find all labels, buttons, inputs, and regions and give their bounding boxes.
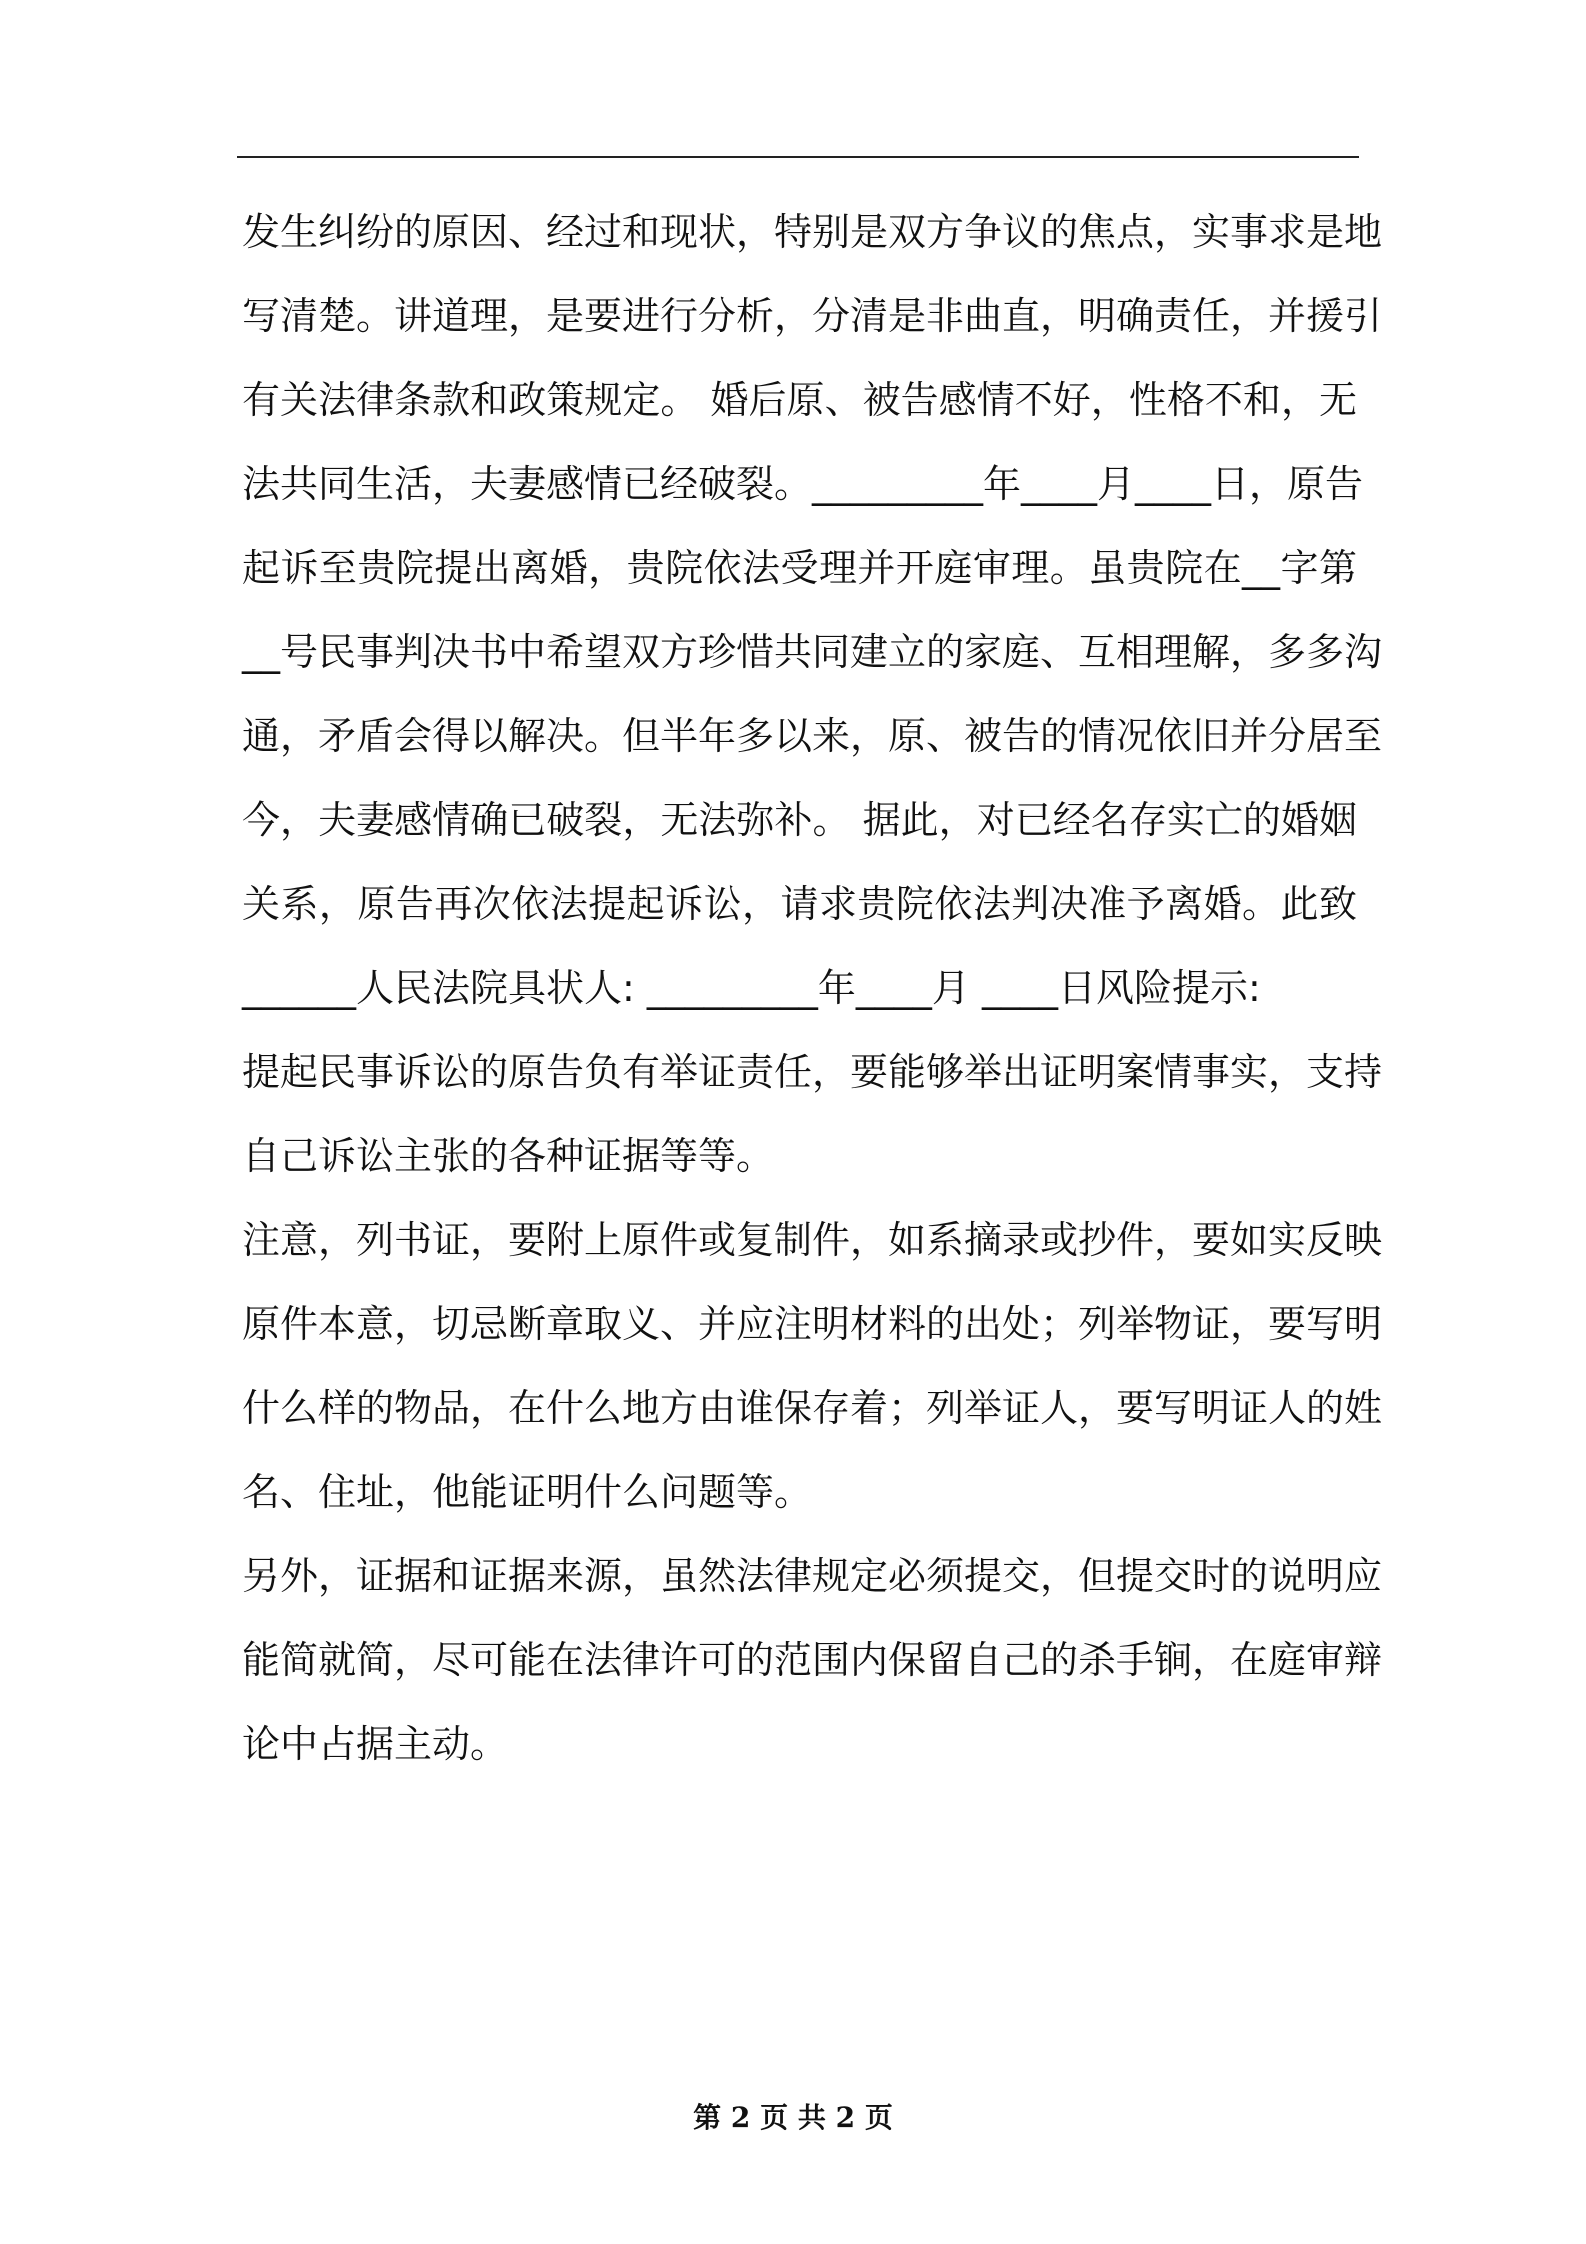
text-line-12: 自己诉讼主张的各种证据等等。	[242, 1134, 775, 1178]
text-line-17: 另外，证据和证据来源，虽然法律规定必须提交，但提交时的说明应	[242, 1554, 1383, 1598]
text-line-10: ______人民法院具状人: _________年____月 ____日风险提示:	[242, 966, 1261, 1010]
document-body	[242, 190, 1383, 1786]
text-line-11: 提起民事诉讼的原告负有举证责任，要能够举出证明案情事实，支持	[242, 1050, 1383, 1094]
text-line-18: 能简就简，尽可能在法律许可的范围内保留自己的杀手锏，在庭审辩	[242, 1638, 1383, 1682]
text-line-16: 名、住址，他能证明什么问题等。	[242, 1470, 813, 1514]
text-line-4: 法共同生活，夫妻感情已经破裂。_________年____月____日，原告	[242, 462, 1364, 506]
text-line-6: __号民事判决书中希望双方珍惜共同建立的家庭、互相理解，多多沟	[242, 630, 1383, 674]
text-line-1: 发生纠纷的原因、经过和现状，特别是双方争议的焦点，实事求是地	[242, 210, 1383, 254]
text-line-8: 今，夫妻感情确已破裂，无法弥补。 据此，对已经名存实亡的婚姻	[242, 798, 1357, 842]
text-line-14: 原件本意，切忌断章取义、并应注明材料的出处；列举物证，要写明	[242, 1302, 1383, 1346]
text-line-5: 起诉至贵院提出离婚，贵院依法受理并开庭审理。虽贵院在__字第	[242, 546, 1357, 590]
text-line-9: 关系，原告再次依法提起诉讼，请求贵院依法判决准予离婚。此致	[242, 882, 1357, 926]
header-rule	[237, 156, 1359, 158]
text-line-15: 什么样的物品，在什么地方由谁保存着；列举证人，要写明证人的姓	[242, 1386, 1383, 1430]
text-line-2: 写清楚。讲道理，是要进行分析，分清是非曲直，明确责任，并援引	[242, 294, 1383, 338]
text-line-19: 论中占据主动。	[242, 1722, 509, 1766]
page-number-footer: 第 2 页 共 2 页	[693, 2101, 893, 2134]
text-line-13: 注意，列书证，要附上原件或复制件，如系摘录或抄件，要如实反映	[242, 1218, 1383, 1262]
text-line-3: 有关法律条款和政策规定。 婚后原、被告感情不好，性格不和，无	[242, 378, 1357, 422]
text-line-7: 通，矛盾会得以解决。但半年多以来，原、被告的情况依旧并分居至	[242, 714, 1383, 758]
